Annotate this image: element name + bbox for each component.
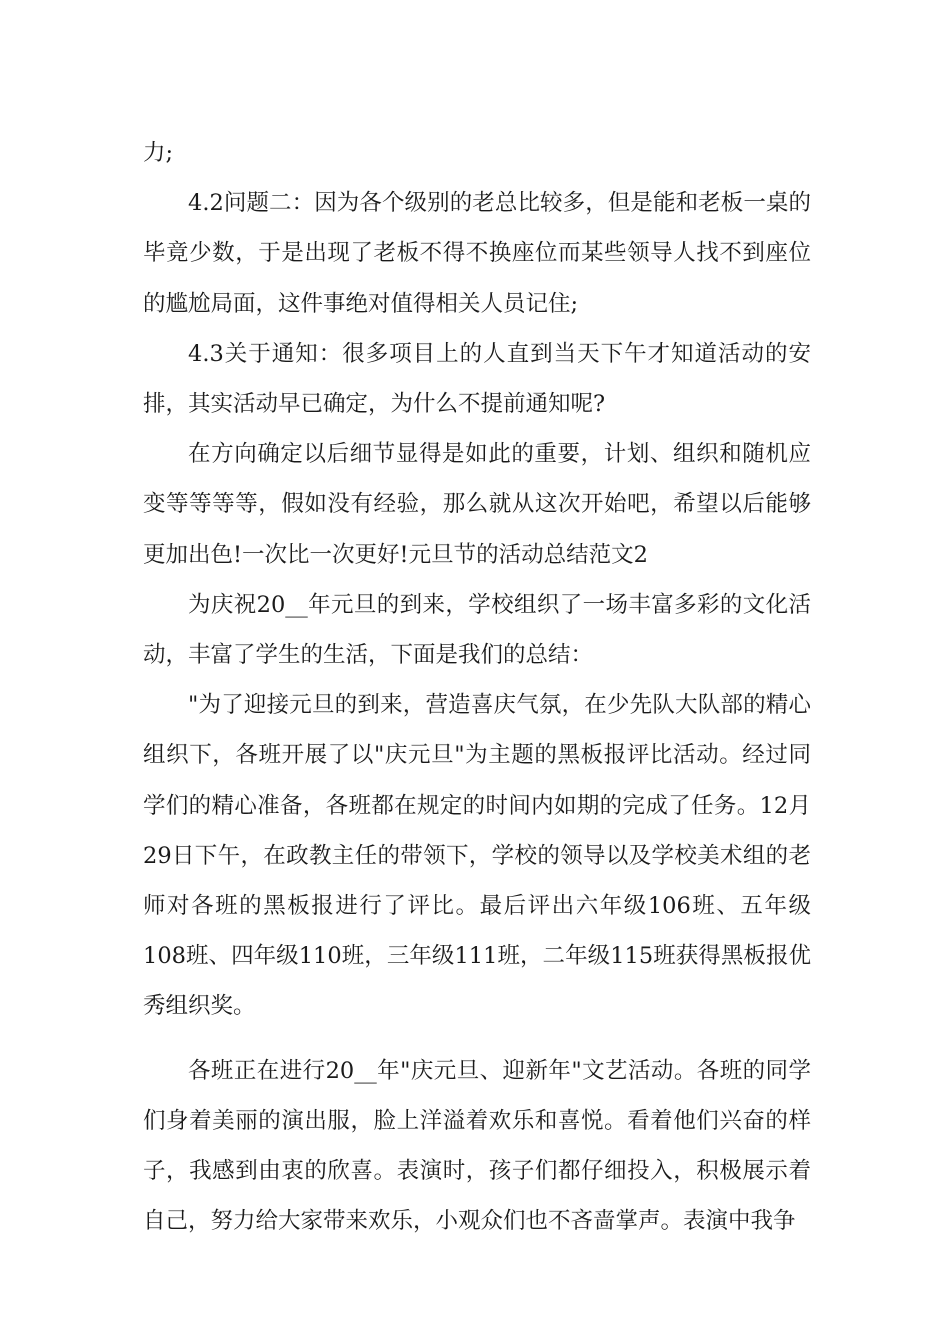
paragraph-performance: 各班正在进行20__年"庆元旦、迎新年"文艺活动。各班的同学们身着美丽的演出服，脸上洋溢着欢乐和喜悦。看着他们兴奋的样子，我感到由衷的欣喜。表演时，孩子们都仔细投入，积极展示着自己，努力给大家带来欢乐，小观众们也不吝啬掌声。表演中我争 <box>143 1057 811 1235</box>
paragraph-details: 在方向确定以后细节显得是如此的重要，计划、组织和随机应变等等等等，假如没有经验，那么就从这次开始吧，希望以后能够更加出色!一次比一次更好!元旦节的活动总结范文2 <box>143 441 811 568</box>
paragraph-celebration: 为庆祝20__年元旦的到来，学校组织了一场丰富多彩的文化活动，丰富了学生的生活，下面是我们的总结： <box>143 591 811 669</box>
document-body <box>143 128 811 1246</box>
paragraph-blackboard: "为了迎接元旦的到来，营造喜庆气氛，在少先队大队部的精心组织下，各班开展了以"庆元旦"为主题的黑板报评比活动。经过同学们的精心准备，各班都在规定的时间内如期的完成了任务。12月29日下午，在政教主任的带领下，学校的领导以及学校美术组的老师对各班的黑板报进行了评比。最后评出六年级106班、五年级108班、四年级110班，三年级111班，二年级115班获得黑板报优秀组织奖。 <box>143 692 811 1020</box>
paragraph-notification: 4.3关于通知：很多项目上的人直到当天下午才知道活动的安排，其实活动早已确定，为什么不提前通知呢? <box>143 340 811 418</box>
paragraph-issue-two: 4.2问题二：因为各个级别的老总比较多，但是能和老板一桌的毕竟少数，于是出现了老板不得不换座位而某些领导人找不到座位的尴尬局面，这件事绝对值得相关人员记住; <box>143 190 811 317</box>
paragraph-continuation: 力; <box>143 140 174 166</box>
